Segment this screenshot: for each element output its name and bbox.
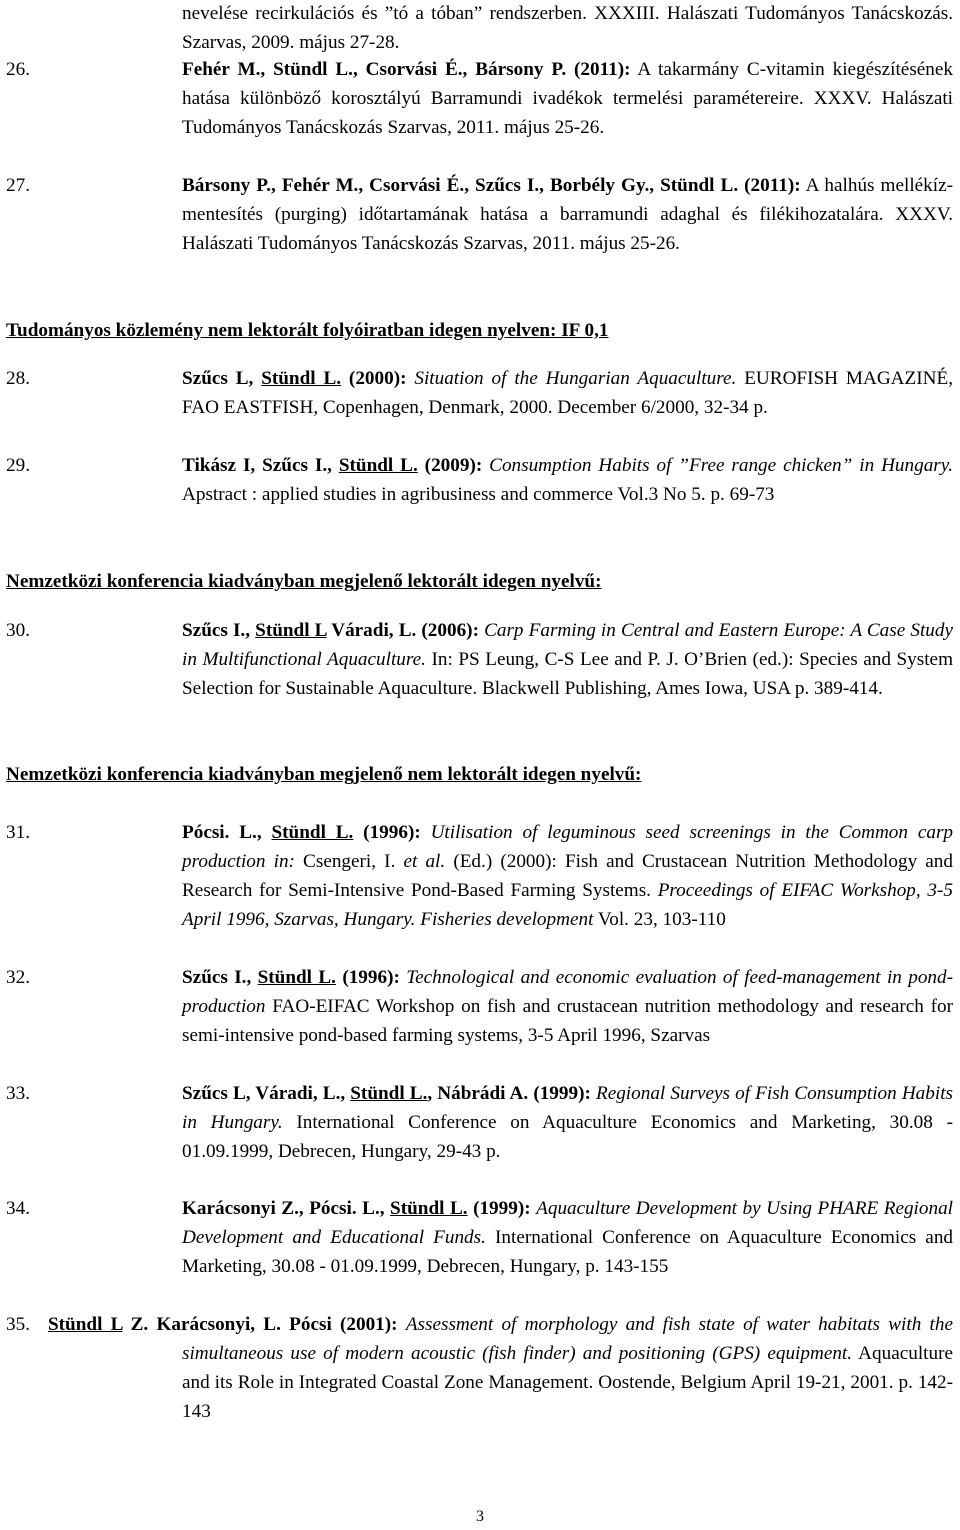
reference-31: 31. Pócsi. L., Stündl L. (1996): Utilisation of leguminous seed screenings in the Common carp production in: Csengeri, I. et al. (Ed.) (2000): Fish and Crustacean Nutrition Methodology and Research for Semi-Intensive Pond-Based Farming Systems. Proceedings of EIFAC Workshop, 3-5 April 1996, Szarvas, Hungary. Fisheries development Vol. 23, 103-110 [6,822,954,930]
reference-30: 30. Szűcs I., Stündl L Váradi, L. (2006): Carp Farming in Central and Eastern Europe: A Case Study in Multifunctional Aquaculture. In: PS Leung, C-S Lee and P. J. O’Brien (ed.): Species and System Selection for Sustainable Aquaculture. Blackwell Publishing, Ames Iowa, USA p. 389-414. [6,620,954,699]
reference-32: 32. Szűcs I., Stündl L. (1996): Technological and economic evaluation of feed-management in pond-production FAO-EIFAC Workshop on fish and crustacean nutrition methodology and research for semi-intensive pond-based farming systems, 3-5 April 1996, Szarvas [6,967,954,1046]
section-heading-3: Nemzetközi konferencia kiadványban megjelenő nem lektorált idegen nyelvű: [6,764,642,785]
reference-33: 33. Szűcs L, Váradi, L., Stündl L., Nábrádi A. (1999): Regional Surveys of Fish Consumption Habits in Hungary. International Conference on Aquaculture Economics and Marketing, 30.08 - 01.09.1999, Debrecen, Hungary, 29-43 p. [6,1083,953,1162]
page-number: 3 [476,1508,484,1525]
section-heading-1: Tudományos közlemény nem lektorált folyóiratban idegen nyelven: IF 0,1 [6,320,609,341]
continuation-text: nevelése recirkulációs és ”tó a tóban” rendszerben. XXXIII. Halászati Tudományos Tanácskozás. Szarvas, 2009. május 27-28. [182,3,953,53]
reference-26: 26. Fehér M., Stündl L., Csorvási É., Bársony P. (2011): A takarmány C-vitamin kiegészítésének hatása különböző korosztályú Barramundi ivadékok termelési paramétereire. XXXV. Halászati Tudományos Tanácskozás Szarvas, 2011. május 25-26. [6,59,954,138]
reference-34: 34. Karácsonyi Z., Pócsi. L., Stündl L. (1999): Aquaculture Development by Using PHARE Regional Development and Educational Funds. International Conference on Aquaculture Economics and Marketing, 30.08 - 01.09.1999, Debrecen, Hungary, p. 143-155 [6,1198,954,1277]
reference-35: 35. Stündl L Z. Karácsonyi, L. Pócsi (2001): Assessment of morphology and fish state of water habitats with the simultaneous use of modern acoustic (fish finder) and positioning (GPS) equipment. Aquaculture and its Role in Integrated Coastal Zone Management. Oostende, Belgium April 19-21, 2001. p. 142-143 [6,1314,953,1422]
reference-28: 28. Szűcs L, Stündl L. (2000): Situation of the Hungarian Aquaculture. EUROFISH MAGAZINÉ, FAO EASTFISH, Copenhagen, Denmark, 2000. December 6/2000, 32-34 p. [6,368,954,418]
reference-29: 29. Tikász I, Szűcs I., Stündl L. (2009): Consumption Habits of ”Free range chicken” in Hungary. Apstract : applied studies in agribusiness and commerce Vol.3 No 5. p. 69-73 [6,455,954,505]
reference-27: 27. Bársony P., Fehér M., Csorvási É., Szűcs I., Borbély Gy., Stündl L. (2011): A halhús mellékíz-mentesítés (purging) időtartamának hatása a barramundi adaghal és filékihozatalára. XXXV. Halászati Tudományos Tanácskozás Szarvas, 2011. május 25-26. [6,175,953,254]
section-heading-2: Nemzetközi konferencia kiadványban megjelenő lektorált idegen nyelvű: [6,571,602,592]
